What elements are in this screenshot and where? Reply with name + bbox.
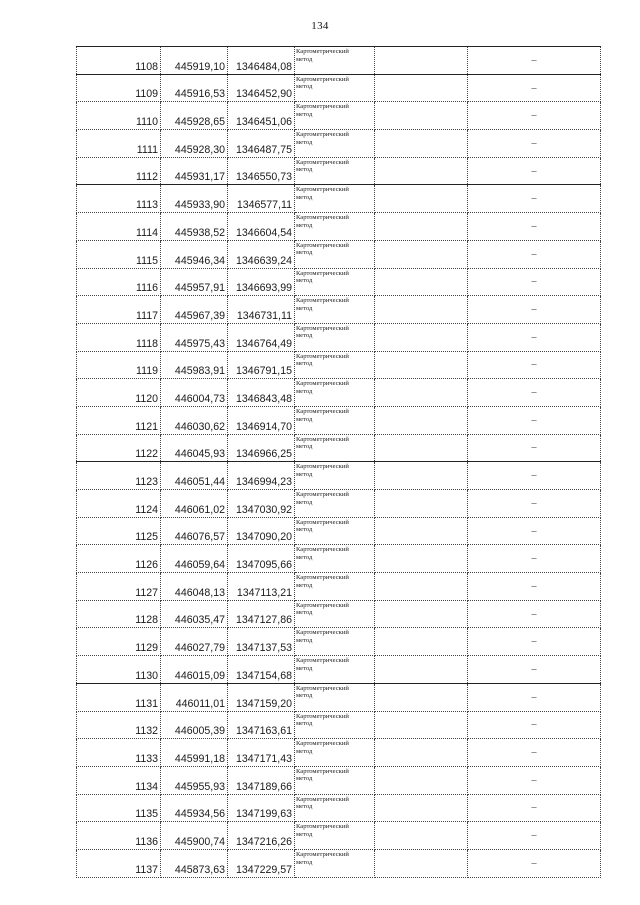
dash-mark: – <box>468 323 601 351</box>
table-row <box>77 406 601 434</box>
method-cell <box>295 822 375 850</box>
dash-mark: – <box>468 711 601 739</box>
dash-mark: – <box>468 794 601 822</box>
empty-cell <box>375 517 468 545</box>
point-number: 1132 <box>77 711 161 739</box>
point-number: 1136 <box>77 822 161 850</box>
point-number: 1119 <box>77 351 161 379</box>
method-line-1: Картометрический <box>296 491 349 498</box>
method-cell <box>295 545 375 573</box>
table-row <box>77 74 601 102</box>
table-row <box>77 240 601 268</box>
method-line-1: Картометрический <box>296 241 349 249</box>
method-cell <box>295 656 375 684</box>
point-number: 1134 <box>77 766 161 794</box>
method-cell <box>295 628 375 656</box>
method-line-1: Картометрический <box>296 712 349 720</box>
dash-mark: – <box>468 268 601 296</box>
point-number: 1128 <box>77 600 161 628</box>
table-row <box>77 656 601 684</box>
empty-cell <box>375 794 468 822</box>
table-row <box>77 573 601 601</box>
empty-cell <box>375 351 468 379</box>
dash-mark: – <box>468 351 601 379</box>
method-line-2: метод <box>296 581 313 589</box>
coordinate-y: 1347159,20 <box>228 683 295 711</box>
dash-mark: – <box>468 822 601 850</box>
table-row <box>77 130 601 158</box>
method-cell <box>295 323 375 351</box>
coordinate-x: 445931,17 <box>161 157 228 185</box>
coordinate-x: 445900,74 <box>161 822 228 850</box>
coordinate-y: 1347095,66 <box>228 545 295 573</box>
coordinate-x: 445983,91 <box>161 351 228 379</box>
coordinate-y: 1347163,61 <box>228 711 295 739</box>
point-number: 1114 <box>77 213 161 241</box>
method-line-1: Картометрический <box>296 684 349 692</box>
method-line-2: метод <box>296 194 313 202</box>
point-number: 1108 <box>77 47 161 75</box>
point-number: 1122 <box>77 434 161 462</box>
method-line-2: метод <box>296 470 313 478</box>
method-cell <box>295 157 375 185</box>
coordinate-x: 445873,63 <box>161 849 228 877</box>
coordinate-y: 1346966,25 <box>228 434 295 462</box>
method-line-2: метод <box>296 387 313 395</box>
coordinate-x: 446005,39 <box>161 711 228 739</box>
method-line-1: Картометрический <box>296 75 349 83</box>
table-row <box>77 517 601 545</box>
method-line-1: Картометрический <box>296 435 349 443</box>
coordinate-y: 1346604,54 <box>228 213 295 241</box>
coordinate-x: 446048,13 <box>161 573 228 601</box>
coordinate-y: 1346577,11 <box>228 185 295 213</box>
coordinate-x: 445919,10 <box>161 47 228 75</box>
method-line-2: метод <box>296 55 313 63</box>
table-row <box>77 323 601 351</box>
coordinate-x: 446027,79 <box>161 628 228 656</box>
coordinate-x: 445957,91 <box>161 268 228 296</box>
dash-mark: – <box>468 47 601 75</box>
dash-mark: – <box>468 573 601 601</box>
coordinate-y: 1346731,11 <box>228 296 295 324</box>
point-number: 1110 <box>77 102 161 130</box>
dash-mark: – <box>468 656 601 684</box>
empty-cell <box>375 406 468 434</box>
method-line-2: метод <box>296 415 313 423</box>
method-cell <box>295 351 375 379</box>
table-row <box>77 739 601 767</box>
table-row <box>77 462 601 490</box>
empty-cell <box>375 490 468 518</box>
coordinates-table-body <box>77 47 601 878</box>
method-line-2: метод <box>296 664 313 672</box>
dash-mark: – <box>468 739 601 767</box>
method-line-2: метод <box>296 360 313 368</box>
method-cell <box>295 600 375 628</box>
empty-cell <box>375 213 468 241</box>
dash-mark: – <box>468 102 601 130</box>
coordinate-y: 1347229,57 <box>228 849 295 877</box>
table-row <box>77 545 601 573</box>
page-number: 134 <box>311 20 329 32</box>
coordinate-x: 445938,52 <box>161 213 228 241</box>
coordinate-x: 445928,65 <box>161 102 228 130</box>
empty-cell <box>375 102 468 130</box>
dash-mark: – <box>468 130 601 158</box>
coordinate-y: 1346639,24 <box>228 240 295 268</box>
method-line-2: метод <box>296 498 313 506</box>
point-number: 1127 <box>77 573 161 601</box>
coordinate-x: 446011,01 <box>161 683 228 711</box>
table-row <box>77 213 601 241</box>
method-line-1: Картометрический <box>296 103 349 111</box>
empty-cell <box>375 157 468 185</box>
table-row <box>77 47 601 75</box>
table-row <box>77 379 601 407</box>
empty-cell <box>375 47 468 75</box>
method-cell <box>295 462 375 490</box>
point-number: 1118 <box>77 323 161 351</box>
point-number: 1126 <box>77 545 161 573</box>
point-number: 1121 <box>77 406 161 434</box>
coordinate-x: 445967,39 <box>161 296 228 324</box>
table-row <box>77 102 601 130</box>
method-cell <box>295 74 375 102</box>
method-cell <box>295 102 375 130</box>
coordinate-y: 1347199,63 <box>228 794 295 822</box>
method-line-2: метод <box>296 692 313 700</box>
table-row <box>77 157 601 185</box>
point-number: 1112 <box>77 157 161 185</box>
empty-cell <box>375 379 468 407</box>
method-cell <box>295 406 375 434</box>
empty-cell <box>375 628 468 656</box>
method-line-2: метод <box>296 830 313 838</box>
coordinate-y: 1347090,20 <box>228 517 295 545</box>
table-row <box>77 711 601 739</box>
point-number: 1115 <box>77 240 161 268</box>
method-line-2: метод <box>296 775 313 783</box>
method-line-1: Картометрический <box>296 629 349 637</box>
method-line-1: Картометрический <box>296 546 349 554</box>
empty-cell <box>375 822 468 850</box>
method-line-2: метод <box>296 277 313 285</box>
table-row <box>77 600 601 628</box>
empty-cell <box>375 462 468 490</box>
coordinate-x: 445955,93 <box>161 766 228 794</box>
empty-cell <box>375 545 468 573</box>
method-line-2: метод <box>296 249 313 257</box>
method-line-2: метод <box>296 803 313 811</box>
method-cell <box>295 434 375 462</box>
method-line-2: метод <box>296 720 313 728</box>
empty-cell <box>375 849 468 877</box>
empty-cell <box>375 323 468 351</box>
method-cell <box>295 47 375 75</box>
method-line-2: метод <box>296 609 313 617</box>
dash-mark: – <box>468 434 601 462</box>
method-line-1: Картометрический <box>296 407 349 415</box>
coordinates-table <box>76 46 601 878</box>
empty-cell <box>375 683 468 711</box>
method-cell <box>295 490 375 518</box>
coordinate-x: 445916,53 <box>161 74 228 102</box>
table-row <box>77 628 601 656</box>
table-row <box>77 434 601 462</box>
dash-mark: – <box>468 517 601 545</box>
table-row <box>77 766 601 794</box>
method-line-1: Картометрический <box>296 186 349 194</box>
method-cell <box>295 517 375 545</box>
method-cell <box>295 379 375 407</box>
point-number: 1111 <box>77 130 161 158</box>
empty-cell <box>375 130 468 158</box>
method-cell <box>295 794 375 822</box>
coordinate-y: 1347127,86 <box>228 600 295 628</box>
coordinate-x: 446059,64 <box>161 545 228 573</box>
method-cell <box>295 766 375 794</box>
method-cell <box>295 683 375 711</box>
coordinate-y: 1346452,90 <box>228 74 295 102</box>
point-number: 1135 <box>77 794 161 822</box>
method-line-2: метод <box>296 304 313 312</box>
method-line-2: метод <box>296 110 313 118</box>
coordinate-x: 446051,44 <box>161 462 228 490</box>
empty-cell <box>375 296 468 324</box>
table-row <box>77 849 601 877</box>
method-line-2: метод <box>296 443 313 451</box>
point-number: 1120 <box>77 379 161 407</box>
method-line-1: Картометрический <box>296 574 349 582</box>
dash-mark: – <box>468 296 601 324</box>
dash-mark: – <box>468 545 601 573</box>
empty-cell <box>375 766 468 794</box>
coordinate-x: 445991,18 <box>161 739 228 767</box>
coordinate-x: 445975,43 <box>161 323 228 351</box>
dash-mark: – <box>468 213 601 241</box>
coordinate-y: 1347154,68 <box>228 656 295 684</box>
method-cell <box>295 739 375 767</box>
method-cell <box>295 849 375 877</box>
method-cell <box>295 240 375 268</box>
coordinate-x: 445946,34 <box>161 240 228 268</box>
method-line-1: Картометрический <box>296 158 349 166</box>
coordinate-y: 1346764,49 <box>228 323 295 351</box>
coordinate-x: 446045,93 <box>161 434 228 462</box>
method-line-1: Картометрический <box>296 269 349 277</box>
dash-mark: – <box>468 74 601 102</box>
empty-cell <box>375 656 468 684</box>
method-line-1: Картометрический <box>296 324 349 332</box>
table-row <box>77 185 601 213</box>
table-row <box>77 490 601 518</box>
table-row <box>77 268 601 296</box>
point-number: 1116 <box>77 268 161 296</box>
method-cell <box>295 185 375 213</box>
point-number: 1113 <box>77 185 161 213</box>
coordinate-y: 1346484,08 <box>228 47 295 75</box>
point-number: 1129 <box>77 628 161 656</box>
empty-cell <box>375 185 468 213</box>
method-line-1: Картометрический <box>296 850 349 858</box>
method-line-1: Картометрический <box>296 380 349 388</box>
point-number: 1125 <box>77 517 161 545</box>
method-cell <box>295 573 375 601</box>
method-cell <box>295 130 375 158</box>
dash-mark: – <box>468 490 601 518</box>
method-line-2: метод <box>296 138 313 146</box>
dash-mark: – <box>468 406 601 434</box>
empty-cell <box>375 268 468 296</box>
method-line-2: метод <box>296 747 313 755</box>
method-line-1: Картометрический <box>296 823 349 831</box>
coordinate-y: 1347189,66 <box>228 766 295 794</box>
coordinate-x: 445933,90 <box>161 185 228 213</box>
method-line-2: метод <box>296 553 313 561</box>
coordinate-y: 1346843,48 <box>228 379 295 407</box>
dash-mark: – <box>468 185 601 213</box>
method-cell <box>295 268 375 296</box>
coordinate-y: 1347030,92 <box>228 490 295 518</box>
coordinate-x: 445928,30 <box>161 130 228 158</box>
point-number: 1109 <box>77 74 161 102</box>
method-line-1: Картометрический <box>296 767 349 775</box>
table-row <box>77 351 601 379</box>
coordinate-y: 1346914,70 <box>228 406 295 434</box>
dash-mark: – <box>468 462 601 490</box>
coordinate-x: 446004,73 <box>161 379 228 407</box>
method-line-1: Картометрический <box>296 463 349 471</box>
method-line-2: метод <box>296 526 313 534</box>
point-number: 1137 <box>77 849 161 877</box>
coordinate-y: 1347113,21 <box>228 573 295 601</box>
coordinate-y: 1347137,53 <box>228 628 295 656</box>
coordinate-x: 446015,09 <box>161 656 228 684</box>
table-row <box>77 822 601 850</box>
coordinate-x: 446035,47 <box>161 600 228 628</box>
dash-mark: – <box>468 600 601 628</box>
empty-cell <box>375 573 468 601</box>
point-number: 1123 <box>77 462 161 490</box>
dash-mark: – <box>468 628 601 656</box>
coordinate-y: 1347216,26 <box>228 822 295 850</box>
empty-cell <box>375 240 468 268</box>
coordinate-y: 1346550,73 <box>228 157 295 185</box>
method-line-1: Картометрический <box>296 740 349 748</box>
method-line-1: Картометрический <box>296 352 349 360</box>
empty-cell <box>375 600 468 628</box>
empty-cell <box>375 74 468 102</box>
method-line-2: метод <box>296 166 313 174</box>
point-number: 1124 <box>77 490 161 518</box>
method-line-1: Картометрический <box>296 657 349 665</box>
method-line-2: метод <box>296 637 313 645</box>
coordinate-x: 446030,62 <box>161 406 228 434</box>
method-line-1: Картометрический <box>296 518 349 526</box>
dash-mark: – <box>468 849 601 877</box>
coordinate-y: 1347171,43 <box>228 739 295 767</box>
method-line-2: метод <box>296 858 313 866</box>
method-line-2: метод <box>296 83 313 91</box>
coordinate-x: 446061,02 <box>161 490 228 518</box>
point-number: 1130 <box>77 656 161 684</box>
table-row <box>77 296 601 324</box>
method-line-1: Картометрический <box>296 131 349 139</box>
table-row <box>77 794 601 822</box>
method-cell <box>295 213 375 241</box>
empty-cell <box>375 711 468 739</box>
coordinate-y: 1346994,23 <box>228 462 295 490</box>
coordinate-y: 1346487,75 <box>228 130 295 158</box>
empty-cell <box>375 434 468 462</box>
coordinate-y: 1346693,99 <box>228 268 295 296</box>
dash-mark: – <box>468 683 601 711</box>
method-cell <box>295 711 375 739</box>
point-number: 1117 <box>77 296 161 324</box>
empty-cell <box>375 739 468 767</box>
method-line-2: метод <box>296 332 313 340</box>
dash-mark: – <box>468 240 601 268</box>
method-line-1: Картометрический <box>296 214 349 222</box>
method-line-1: Картометрический <box>296 795 349 803</box>
point-number: 1131 <box>77 683 161 711</box>
point-number: 1133 <box>77 739 161 767</box>
coordinate-y: 1346451,06 <box>228 102 295 130</box>
dash-mark: – <box>468 157 601 185</box>
method-line-1: Картометрический <box>296 297 349 305</box>
dash-mark: – <box>468 766 601 794</box>
coordinate-y: 1346791,15 <box>228 351 295 379</box>
table-row <box>77 683 601 711</box>
method-line-2: метод <box>296 221 313 229</box>
coordinate-x: 445934,56 <box>161 794 228 822</box>
coordinate-x: 446076,57 <box>161 517 228 545</box>
method-line-1: Картометрический <box>296 48 349 55</box>
method-cell <box>295 296 375 324</box>
dash-mark: – <box>468 379 601 407</box>
method-line-1: Картометрический <box>296 601 349 609</box>
